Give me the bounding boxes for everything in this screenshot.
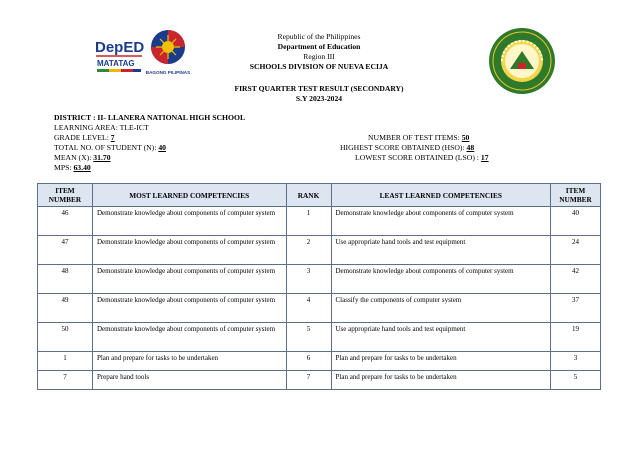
cell-rank: 4 xyxy=(286,294,331,323)
cell-item-right: 37 xyxy=(551,294,601,323)
header-item-number-left: ITEM NUMBER xyxy=(38,184,93,207)
cell-item-left: 46 xyxy=(38,207,93,236)
cell-item-left: 1 xyxy=(38,352,93,371)
hso-label: HIGHEST SCORE OBTAINED (HSO): xyxy=(340,143,467,152)
cell-least-learned: Demonstrate knowledge about components of computer system xyxy=(331,207,551,236)
cell-rank: 1 xyxy=(286,207,331,236)
cell-item-left: 47 xyxy=(38,236,93,265)
hso-value: 48 xyxy=(466,143,475,152)
cell-item-right: 19 xyxy=(551,323,601,352)
mps-label: MPS: xyxy=(54,163,74,172)
header-least-learned: LEAST LEARNED COMPETENCIES xyxy=(331,184,551,207)
cell-rank: 5 xyxy=(286,323,331,352)
test-items-value: 50 xyxy=(461,133,470,142)
cell-item-left: 50 xyxy=(38,323,93,352)
cell-item-right: 40 xyxy=(551,207,601,236)
document-title: FIRST QUARTER TEST RESULT (SECONDARY) xyxy=(234,84,404,93)
cell-most-learned: Demonstrate knowledge about components of computer system xyxy=(92,323,286,352)
header-rank: RANK xyxy=(286,184,331,207)
cell-most-learned: Demonstrate knowledge about components of computer system xyxy=(92,207,286,236)
grade-level-value: 7 xyxy=(110,133,115,142)
lso-line xyxy=(355,153,489,163)
total-students-label: TOTAL NO. OF STUDENT (N): xyxy=(54,143,159,152)
test-items-label: NUMBER OF TEST ITEMS: xyxy=(368,133,462,142)
district-line: DISTRICT : II- LLANERA NATIONAL HIGH SCHOOL xyxy=(54,113,246,122)
cell-least-learned: Plan and prepare for tasks to be undertaken xyxy=(331,371,551,390)
table-row xyxy=(38,236,601,265)
competencies-table xyxy=(37,183,601,390)
table-row xyxy=(38,207,601,236)
table-row xyxy=(38,371,601,390)
header-region: Region III xyxy=(303,52,335,61)
deped-logo-text: DepED xyxy=(95,39,145,56)
cell-most-learned: Demonstrate knowledge about components of computer system xyxy=(92,265,286,294)
cell-rank: 3 xyxy=(286,265,331,294)
cell-item-left: 48 xyxy=(38,265,93,294)
cell-most-learned: Plan and prepare for tasks to be undertaken xyxy=(92,352,286,371)
header-republic: Republic of the Philippines xyxy=(277,32,361,41)
cell-rank: 2 xyxy=(286,236,331,265)
school-year: S.Y 2023-2024 xyxy=(295,94,343,103)
cell-item-right: 5 xyxy=(551,371,601,390)
grade-level-label: GRADE LEVEL: xyxy=(54,133,111,142)
cell-item-left: 7 xyxy=(38,371,93,390)
mean-line xyxy=(54,153,111,163)
table-row xyxy=(38,352,601,371)
cell-most-learned: Demonstrate knowledge about components of computer system xyxy=(92,294,286,323)
cell-item-right: 42 xyxy=(551,265,601,294)
mps-value: 63.40 xyxy=(73,163,91,172)
hso-line xyxy=(340,143,474,153)
cell-least-learned: Use appropriate hand tools and test equipment xyxy=(331,236,551,265)
mean-value: 31.70 xyxy=(93,153,111,162)
header-division: SCHOOLS DIVISION OF NUEVA ECIJA xyxy=(249,62,389,71)
cell-least-learned: Use appropriate hand tools and test equipment xyxy=(331,323,551,352)
mps-line xyxy=(54,163,91,173)
table-row xyxy=(38,323,601,352)
cell-rank: 6 xyxy=(286,352,331,371)
cell-item-right: 24 xyxy=(551,236,601,265)
cell-rank: 7 xyxy=(286,371,331,390)
cell-most-learned: Demonstrate knowledge about components of computer system xyxy=(92,236,286,265)
bagong-pilipinas-text: BAGONG PILIPINAS xyxy=(145,70,191,75)
mean-label: MEAN (X): xyxy=(54,153,94,162)
cell-most-learned: Prepare hand tools xyxy=(92,371,286,390)
cell-item-left: 49 xyxy=(38,294,93,323)
cell-least-learned: Plan and prepare for tasks to be undertaken xyxy=(331,352,551,371)
grade-level-line xyxy=(54,133,115,143)
cell-item-right: 3 xyxy=(551,352,601,371)
lso-label: LOWEST SCORE OBTAINED (LSO) : xyxy=(355,153,481,162)
total-students-line xyxy=(54,143,166,153)
total-students-value: 40 xyxy=(158,143,166,152)
header-item-number-right: ITEM NUMBER xyxy=(551,184,601,207)
header-most-learned: MOST LEARNED COMPETENCIES xyxy=(92,184,286,207)
matatag-text: MATATAG xyxy=(97,59,135,68)
lso-value: 17 xyxy=(480,153,489,162)
table-row xyxy=(38,294,601,323)
table-header-row xyxy=(38,184,601,207)
learning-area-line: LEARNING AREA: TLE-ICT xyxy=(54,123,149,132)
cell-least-learned: Demonstrate knowledge about components of computer system xyxy=(331,265,551,294)
test-items-line xyxy=(368,133,469,143)
table-row xyxy=(38,265,601,294)
cell-least-learned: Classify the components of computer system xyxy=(331,294,551,323)
header-department: Department of Education xyxy=(277,42,361,51)
